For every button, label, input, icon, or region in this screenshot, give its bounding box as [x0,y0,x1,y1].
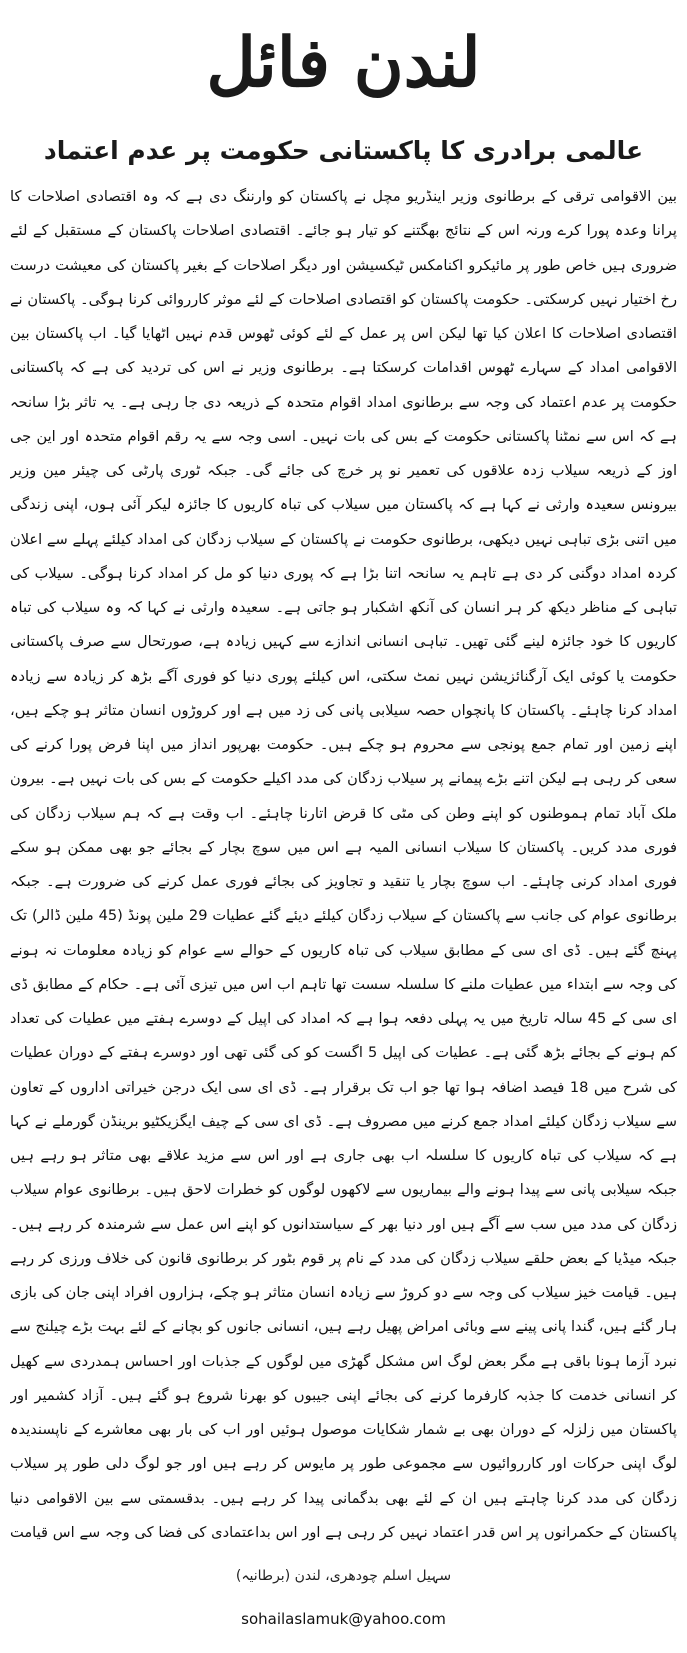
masthead-title: لندن فائل [206,22,481,103]
article-body: بین الاقوامی ترقی کے برطانوی وزیر اینڈریو مچل نے پاکستان کو وارننگ دی ہے کہ وہ اقتصادی اصلاحات کا پرانا وعدہ پورا کرے ورنہ اس کے نتائج بھگتنے کو تیار ہو جائے۔ اقتصادی اصلاحات پاکستان کے مستقبل کے لئے ضروری ہیں خاص طور پر مائیکرو اکنامکس ٹیکسیشن اور دیگر اصلاحات کے بغیر پاکستان کی معیشت درست رخ اختیار نہیں کرسکتی۔ حکومت پاکستان کو اقتصادی اصلاحات کے لئے موثر کارروائی کرنا ہوگی۔ پاکستان نے اقتصادی اصلاحات کا اعلان کیا تھا لیکن اس پر عمل کے لئے کوئی ٹھوس قدم نہیں اٹھایا گیا۔ اب پاکستان بین الاقوامی امداد کے سہارے ٹھوس اقدامات کرسکتا ہے۔ برطانوی وزیر نے اس کی تردید کی ہے کہ پاکستانی حکومت پر عدم اعتماد کی وجہ سے برطانوی امداد اقوام متحدہ کے ذریعہ دی جا رہی ہے۔ یہ تاثر بڑا سانحہ ہے کہ اس سے نمٹنا پاکستانی حکومت کے بس کی بات نہیں۔ اسی وجہ سے یہ رقم اقوام متحدہ اور این جی اوز کے ذریعہ سیلاب زدہ علاقوں کی تعمیر نو پر خرچ کی جائے گی۔ جبکہ ٹوری پارٹی کی چیئر مین وزیر بیرونس سعیدہ وارثی نے کہا ہے کہ پاکستان میں سیلاب کی تباہ کاریوں کا جائزہ لیکر آئی ہوں، اپنی زندگی میں اتنی بڑی تباہی نہیں دیکھی، برطانوی حکومت نے پاکستان کے سیلاب زدگان کی امداد کیلئے پہلے سے اعلان کردہ امداد دوگنی کر دی ہے تاہم یہ سانحہ اتنا بڑا ہے کہ پوری دنیا کو مل کر امداد کرنا ہوگی۔ سیلاب کی تباہی کے مناظر دیکھ کر ہر انسان کی آنکھ اشکبار ہو جاتی ہے۔ سعیدہ وارثی نے کہا کہ وہ سیلاب کی تباہ کاریوں کا خود جائزہ لینے گئی تھیں۔ تباہی انسانی اندازے سے کہیں زیادہ ہے، صورتحال سے صرف پاکستانی حکومت یا کوئی ایک آرگنائزیشن نہیں نمٹ سکتی، اس کیلئے پوری دنیا کو فوری آگے بڑھ کر زیادہ سے زیادہ امداد کرنا چاہئے۔ پاکستان کا پانچواں حصہ سیلابی پانی کی زد میں ہے اور کروڑوں انسان متاثر ہو چکے ہیں، اپنے زمین اور تمام جمع پونجی سے محروم ہو چکے ہیں۔ حکومت بھرپور انداز میں اپنا فرض پورا کرنے کی سعی کر رہی ہے لیکن اتنے بڑے پیمانے پر سیلاب زدگان کی مدد اکیلے حکومت کے بس کی بات نہیں ہے۔ بیرون ملک آباد تمام ہموطنوں کو اپنے وطن کی مٹی کا قرض اتارنا چاہئے۔ اب وقت ہے کہ ہم سیلاب زدگان کی فوری مدد کریں۔ پاکستان کا سیلاب انسانی المیہ ہے اس میں سوچ بچار کے بجائے جو بھی ممکن ہو سکے فوری امداد کرنی چاہئے۔ اب سوچ بچار یا تنقید و تجاویز کی بجائے فوری عمل کرنے کی ضرورت ہے۔ جبکہ برطانوی عوام کی جانب سے پاکستان کے سیلاب زدگان کیلئے دیئے گئے عطیات 29 ملین پونڈ (45 ملین ڈالر) تک پہنچ گئے ہیں۔ ڈی ای سی کے مطابق سیلاب کی تباہ کاریوں کے حوالے سے عوام کو زیادہ معلومات نہ ہونے کی وجہ سے ابتداء میں عطیات ملنے کا سلسلہ سست تھا تاہم اب اس میں تیزی آئی ہے۔ حکام کے مطابق ڈی ای سی کے 45 سالہ تاریخ میں یہ پہلی دفعہ ہوا ہے کہ امداد کی اپیل کے دوسرے ہفتے میں عطیات کی تعداد کم ہونے کے بجائے بڑھ گئی ہے۔ عطیات کی اپیل 5 اگست کو کی گئی تھی اور دوسرے ہفتے کے دوران عطیات کی شرح میں 18 فیصد اضافہ ہوا تھا جو اب تک برقرار ہے۔ ڈی ای سی ایک درجن خیراتی اداروں کے تعاون سے سیلاب زدگان کیلئے امداد جمع کرنے میں مصروف ہے۔ ڈی ای سی کے چیف ایگزیکٹیو برینڈن گورملے نے کہا ہے کہ سیلاب کی تباہ کاریوں کا سلسلہ اب بھی جاری ہے اور اس سے مزید علاقے بھی متاثر ہو رہے ہیں جبکہ سیلابی پانی سے پیدا ہونے والے بیماریوں سے لاکھوں لوگوں کو خطرات لاحق ہیں۔ برطانوی عوام سیلاب زدگان کی مدد میں سب سے آگے ہیں اور دنیا بھر کے سیاستدانوں کو اپنے اس عمل سے شرمندہ کر رہے ہیں۔ جبکہ میڈیا کے بعض حلقے سیلاب زدگان کی مدد کے نام پر قوم بٹور کر برطانوی قانون کی خلاف ورزی کر رہے ہیں۔ قیامت خیز سیلاب کی وجہ سے دو کروڑ سے زیادہ انسان متاثر ہو چکے، ہزاروں افراد اپنی جان کی بازی ہار گئے ہیں، گندا پانی پینے سے وبائی امراض پھیل رہے ہیں، انسانی جانوں کو بچانے کے لئے بہت بڑے چیلنج سے نبرد آزما ہونا باقی ہے مگر بعض لوگ اس مشکل گھڑی میں لوگوں کے جذبات اور احساس ہمدردی سے کھیل کر انسانی خدمت کا جذبہ کارفرما کرنے کی بجائے اپنی جیبوں کو بھرنا شروع ہو گئے ہیں۔ آزاد کشمیر اور پاکستان میں زلزلہ کے دوران بھی بے شمار شکایات موصول ہوئیں اور اب کی بار بھی معاشرے کے ناپسندیدہ لوگ اپنی حرکات اور کارروائیوں سے مجموعی طور پر مایوس کر رہے ہیں اور جو لوگ دلی طور پر سیلاب زدگان کی مدد کرنا چاہتے ہیں ان کے لئے بھی بدگمانی پیدا کر رہے ہیں۔ بدقسمتی سے بین الاقوامی دنیا پاکستان کے حکمرانوں پر اس قدر اعتماد نہیں کر رہی ہے اور اس بداعتمادی کی فضا کی وجہ سے اس قیامت [10,188,677,1541]
headline: عالمی برادری کا پاکستانی حکومت پر عدم اعتماد [43,136,644,165]
masthead [0,0,687,125]
author-email[interactable]: sohailaslamuk@yahoo.com [241,1610,446,1628]
byline: سہیل اسلم چودھری، لندن (برطانیہ) [235,1568,452,1584]
